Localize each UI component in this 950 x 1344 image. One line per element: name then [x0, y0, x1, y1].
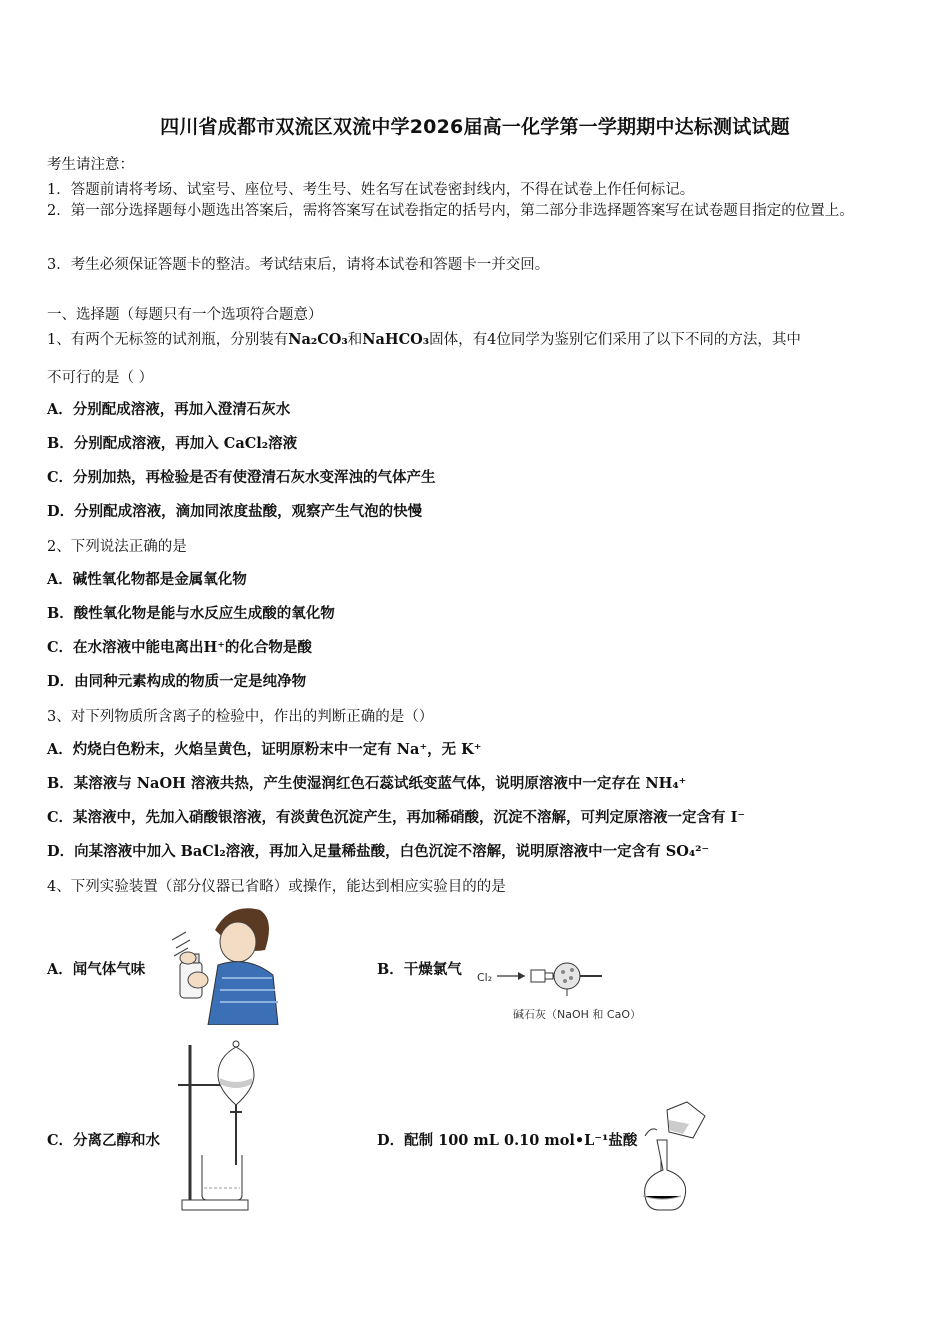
- notice-item-2: 2．第一部分选择题每小题选出答案后，需将答案写在试卷指定的括号内，第二部分非选择题答案写在试卷题目指定的位置上。: [47, 203, 854, 219]
- notice-item-1: 1．答题前请将考场、试室号、座位号、考生号、姓名写在试卷密封线内，不得在试卷上作任何标记。: [47, 182, 695, 198]
- q1-formula-2: NaHCO₃: [362, 331, 430, 348]
- q2-option-d: D．由同种元素构成的物质一定是纯净物: [47, 673, 307, 690]
- volumetric-flask-figure: [635, 1100, 720, 1215]
- q1-stem-mid: 和: [347, 332, 363, 348]
- notice-heading: 考生请注意：: [47, 157, 134, 173]
- q1-option-d: D．分别配成溶液，滴加同浓度盐酸，观察产生气泡的快慢: [47, 503, 423, 520]
- cl2-label: Cl₂: [477, 971, 493, 984]
- q1-option-a: A．分别配成溶液，再加入澄清石灰水: [47, 401, 291, 418]
- q3-option-d: D．向某溶液中加入 BaCl₂溶液，再加入足量稀盐酸，白色沉淀不溶解，说明原溶液中一定含有 SO₄²⁻: [47, 843, 710, 860]
- q1-stem-b: 固体，有4位同学为鉴别它们采用了以下不同的方法，其中: [429, 332, 801, 348]
- section-heading: 一、选择题（每题只有一个选项符合题意）: [47, 307, 323, 323]
- drying-agent-caption: 碱石灰（NaOH 和 CaO）: [513, 1008, 641, 1021]
- q4-option-d-label: D．配制 100 mL 0.10 mol•L⁻¹盐酸: [377, 1132, 638, 1149]
- q4-stem: 4、下列实验装置（部分仪器已省略）或操作，能达到相应实验目的的是: [47, 879, 506, 895]
- q3-option-a: A．灼烧白色粉末，火焰呈黄色，证明原粉末中一定有 Na⁺，无 K⁺: [47, 741, 482, 758]
- drying-tube-figure: [495, 958, 610, 998]
- notice-item-3: 3．考生必须保证答题卡的整洁。考试结束后，请将本试卷和答题卡一并交回。: [47, 257, 550, 273]
- q2-option-c: C．在水溶液中能电离出H⁺的化合物是酸: [47, 639, 312, 656]
- q2-option-b: B．酸性氧化物是能与水反应生成酸的氧化物: [47, 605, 335, 622]
- q1-option-b: B．分别配成溶液，再加入 CaCl₂溶液: [47, 435, 298, 452]
- q4-option-b-label: B．干燥氯气: [377, 961, 462, 978]
- q2-stem: 2、下列说法正确的是: [47, 539, 187, 555]
- q1-stem-line1: [47, 328, 801, 349]
- q3-stem: 3、对下列物质所含离子的检验中，作出的判断正确的是（）: [47, 709, 434, 725]
- q3-option-b: B．某溶液与 NaOH 溶液共热，产生使湿润红色石蕊试纸变蓝气体，说明原溶液中一定存在 NH₄⁺: [47, 775, 687, 792]
- q4-option-a-label: A．闻气体气味: [47, 961, 146, 978]
- q3-option-c: C．某溶液中，先加入硝酸银溶液，有淡黄色沉淀产生，再加稀硝酸，沉淀不溶解，可判定原溶液一定含有 I⁻: [47, 809, 746, 826]
- q1-option-c: C．分别加热，再检验是否有使澄清石灰水变浑浊的气体产生: [47, 469, 436, 486]
- q2-option-a: A．碱性氧化物都是金属氧化物: [47, 571, 247, 588]
- separatory-funnel-figure: [170, 1040, 260, 1215]
- q1-stem-a: 1、有两个无标签的试剂瓶，分别装有: [47, 332, 289, 348]
- q1-formula-1: Na₂CO₃: [288, 331, 348, 348]
- page-title: 四川省成都市双流区双流中学2026届高一化学第一学期期中达标测试试题: [160, 116, 790, 138]
- smelling-gas-figure: [160, 900, 280, 1025]
- q4-option-c-label: C．分离乙醇和水: [47, 1132, 161, 1149]
- q1-stem-line2: 不可行的是（ ）: [47, 370, 154, 386]
